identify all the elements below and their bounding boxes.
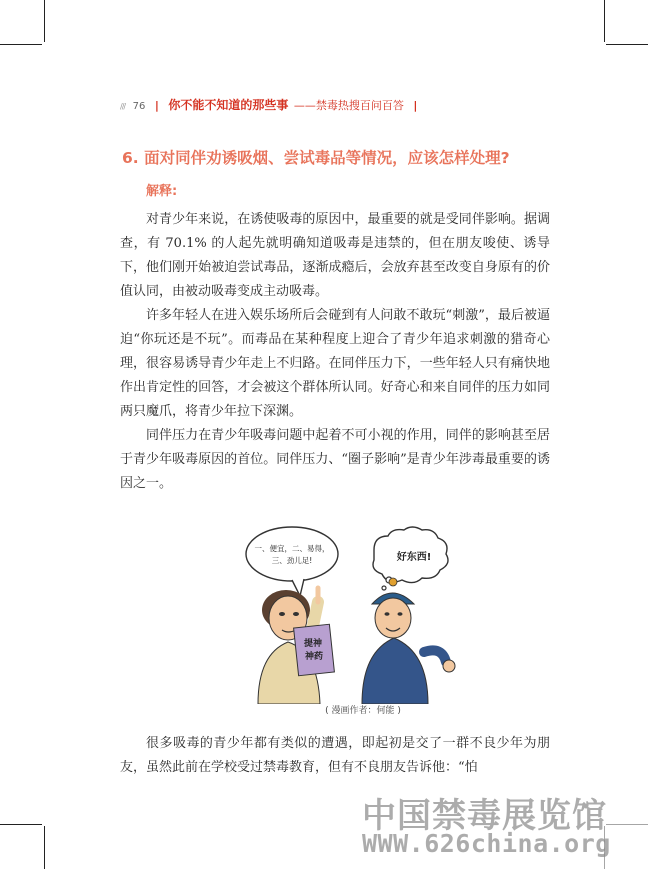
crop-mark <box>44 0 45 42</box>
book-label-2: 神药 <box>304 652 324 662</box>
crop-mark <box>606 44 648 45</box>
running-header <box>120 96 580 116</box>
explanation-label: 解释: <box>146 184 178 199</box>
book-label-1: 提神 <box>303 639 323 649</box>
cartoon-caption: ( 漫画作者：何能 ) <box>325 706 401 716</box>
crop-mark <box>44 826 45 869</box>
book-prop <box>294 624 335 676</box>
page-number: 76 <box>132 101 146 112</box>
bubble-left-line2: 三、劲儿足! <box>271 556 313 565</box>
question-title: 6. 面对同伴劝诱吸烟、尝试毒品等情况，应该怎样处理? <box>122 149 510 167</box>
bubble-right-text: 好东西! <box>396 552 432 563</box>
paragraph: 许多年轻人在进入娱乐场所后会碰到有人问敢不敢玩“刺激”，最后被逼迫“你玩还是不玩”。而毒品在某种程度上迎合了青少年追求刺激的猎奇心理，很容易诱导青少年走上不归路。在同伴压力下，一些年轻人只有痛快地作出肯定性的回答，才会被这个群体所认同。好奇心和来自同伴的压力如同两只魔爪，将青少年拉下深渊。 <box>120 308 550 419</box>
header-end-separator: | <box>413 99 418 112</box>
cartoon-illustration <box>244 522 480 704</box>
header-slashes: /// <box>120 102 126 111</box>
crop-mark <box>0 44 42 45</box>
watermark-cn: 中国禁毒展览馆 <box>362 796 607 836</box>
crop-mark <box>0 824 42 825</box>
bubble-left-line1: 一、便宜，二、易得， <box>254 544 330 553</box>
crop-mark <box>604 0 605 42</box>
speech-bubble-left <box>246 527 338 581</box>
paragraph: 对青少年来说，在诱使吸毒的原因中，最重要的就是受同伴影响。据调查，有 70.1% 的人起先就明确知道吸毒是违禁的，但在朋友唆使、诱导下，他们刚开始被迫尝试毒品，逐渐成瘾后，会放弃甚至改变自身原有的价值认同，由被动吸毒变成主动吸毒。 <box>120 212 550 299</box>
header-separator: | <box>154 99 159 112</box>
paragraph: 同伴压力在青少年吸毒问题中起着不可小视的作用，同伴的影响甚至居于青少年吸毒原因的首位。同伴压力、“圈子影响”是青少年涉毒最重要的诱因之一。 <box>120 428 550 491</box>
body-text <box>120 208 550 496</box>
paragraph: 很多吸毒的青少年都有类似的遭遇，即起初是交了一群不良少年为朋友，虽然此前在学校受过禁毒教育，但有不良朋友告诉他：“怕 <box>120 736 550 775</box>
watermark-url: WWW.626china.org <box>362 829 611 858</box>
body-text-continued <box>120 732 550 780</box>
book-title: 你不能不知道的那些事 <box>168 98 289 112</box>
series-title: ——禁毒热搜百问百答 <box>293 99 404 112</box>
